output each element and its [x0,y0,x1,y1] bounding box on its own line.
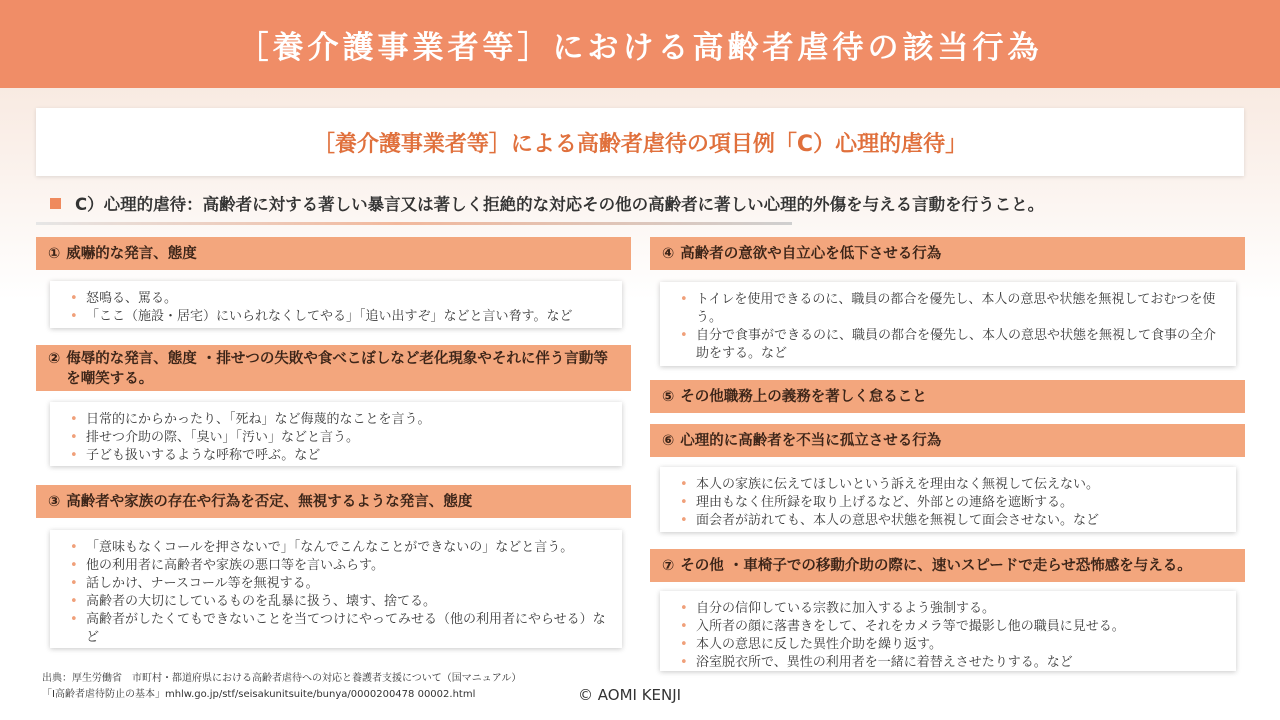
section-title: 心理的に高齢者を不当に孤立させる行為 [680,432,942,449]
section-title: 威嚇的な発言、態度 [66,245,197,262]
list-item: • 入所者の顔に落書きをして、それをカメラ等で撮影し他の職員に見せる。 [680,618,1224,636]
list-item: • 子ども扱いするような呼称で呼ぶ。など [70,447,610,465]
list-item: • 理由もなく住所録を取り上げるなど、外部との連絡を遮断する。 [680,494,1224,512]
definition-row [50,190,1250,216]
list-item: • 排せつ介助の際、「臭い」「汚い」などと言う。 [70,429,610,447]
list-item: • 本人の家族に伝えてほしいという訴えを理由なく無視して伝えない。 [680,476,1224,494]
section-number: ④ [662,245,675,262]
section-1-list [50,281,622,328]
section-title: その他 ・車椅子での移動介助の際に、速いスピードで走らせ恐怖感を与える。 [680,557,1192,574]
section-6-header [650,424,1245,457]
section-4-list [660,282,1236,366]
section-3-header [36,485,631,518]
list-item: • 日常的にからかったり、「死ね」など侮蔑的なことを言う。 [70,411,610,429]
section-number: ⑥ [662,432,675,449]
list-item: • 面会者が訪れても、本人の意思や状態を無視して面会させない。など [680,512,1224,530]
subtitle-box [36,108,1244,176]
list-item: • トイレを使用できるのに、職員の都合を優先し、本人の意思や状態を無視しておむつを使う。 [680,291,1224,327]
source-line: 「Ⅰ高齢者虐待防止の基本」mhlw.go.jp/stf/seisakunitsuite/bunya/0000200478 00002.html [42,689,476,700]
list-item: • 「意味もなくコールを押さないで」「なんでこんなことができないの」などと言う。 [70,539,610,557]
page-title: ［養介護事業者等］における高齢者虐待の該当行為 [237,29,1043,66]
source-citation [42,671,521,703]
list-item: • 「ここ（施設・居宅）にいられなくしてやる」「追い出すぞ」などと言い脅す。など [70,308,610,326]
section-number: ③ [48,493,61,510]
list-item: • 本人の意思に反した異性介助を繰り返す。 [680,636,1224,654]
source-line: 出典：厚生労働省 市町村・都道府県における高齢者虐待への対応と養護者支援について（国マニュアル） [42,673,522,684]
section-title: 高齢者の意欲や自立心を低下させる行為 [680,245,942,262]
list-item: • 他の利用者に高齢者や家族の悪口等を言いふらす。 [70,557,610,575]
copyright: © AOMI KENJI [578,686,682,704]
section-3-list [50,530,622,648]
section-number: ① [48,245,61,262]
list-item: • 高齢者がしたくてもできないことを当てつけにやってみせる（他の利用者にやらせる）など [70,611,610,647]
subtitle: ［養介護事業者等］による高齢者虐待の項目例「C）心理的虐待」 [312,131,968,157]
list-item: • 自分の信仰している宗教に加入するよう強制する。 [680,600,1224,618]
section-1-header [36,237,631,270]
title-banner [0,0,1280,88]
section-title: 侮辱的な発言、態度 ・排せつの失敗や食べこぼしなど老化現象やそれに伴う言動等を嘲笑する。 [66,351,608,387]
section-number: ② [48,351,61,367]
definition-underline [36,222,792,225]
section-7-header [650,549,1245,582]
definition-text: C）心理的虐待：高齢者に対する著しい暴言又は著しく拒絶的な対応その他の高齢者に著しい心理的外傷を与える言動を行うこと。 [75,195,1045,214]
section-title: その他職務上の義務を著しく怠ること [680,388,927,405]
section-2-list [50,402,622,466]
square-bullet-icon [50,198,61,209]
list-item: • 自分で食事ができるのに、職員の都合を優先し、本人の意思や状態を無視して食事の全介助をする。など [680,327,1224,363]
section-2-header [36,345,631,391]
section-4-header [650,237,1245,270]
section-6-list [660,467,1236,532]
section-5-header [650,380,1245,413]
section-number: ⑦ [662,557,675,574]
list-item: • 話しかけ、ナースコール等を無視する。 [70,575,610,593]
section-title: 高齢者や家族の存在や行為を否定、無視するような発言、態度 [66,493,473,510]
list-item: • 高齢者の大切にしているものを乱暴に扱う、壊す、捨てる。 [70,593,610,611]
list-item: • 浴室脱衣所で、異性の利用者を一緒に着替えさせたりする。など [680,654,1224,672]
list-item: • 怒鳴る、罵る。 [70,290,610,308]
section-7-list [660,591,1236,671]
section-number: ⑤ [662,388,675,405]
